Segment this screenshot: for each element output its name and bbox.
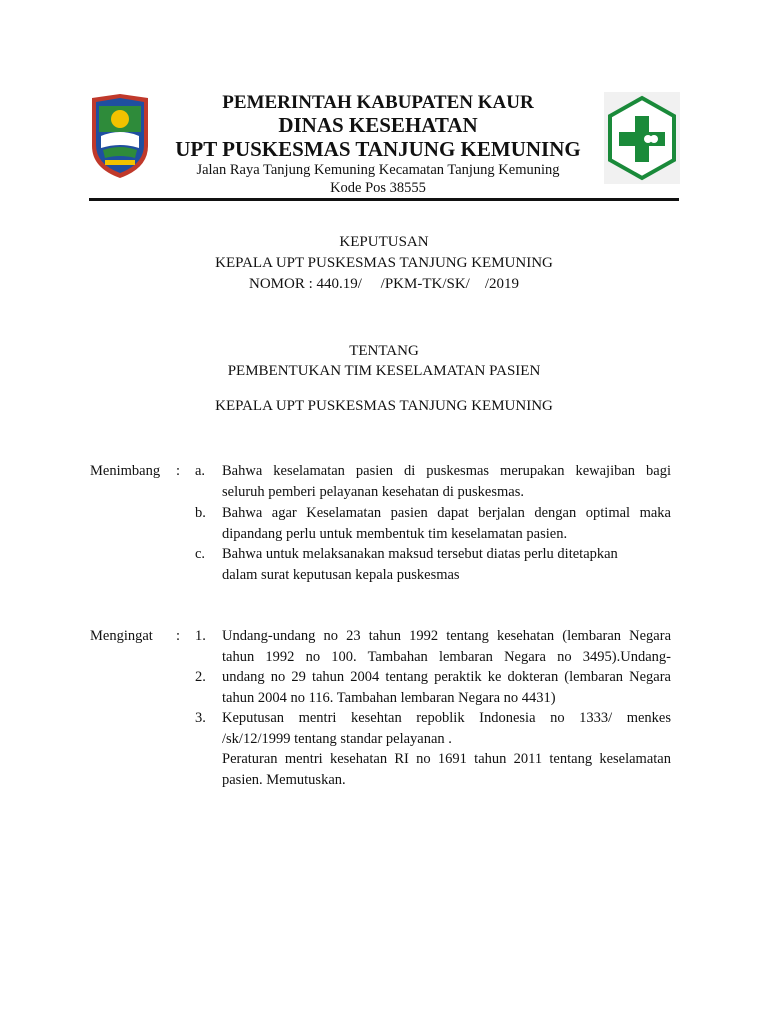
mengingat-mark-3: 3.: [195, 710, 206, 726]
mengingat-label: Mengingat: [90, 628, 153, 644]
header-department: DINAS KESEHATAN: [278, 113, 478, 137]
menimbang-mark-a: a.: [195, 463, 206, 479]
menimbang-colon: :: [176, 463, 181, 479]
header-institution: UPT PUSKESMAS TANJUNG KEMUNING: [175, 137, 581, 161]
item-line: Bahwa untuk melaksanakan maksud tersebut diatas perlu ditetapkan: [222, 546, 618, 562]
mengingat-colon: :: [176, 628, 181, 644]
menimbang-item-a: [222, 461, 671, 502]
item-line: /sk/12/1999 tentang standar pelayanan .: [222, 730, 452, 747]
item-line: tahun 1992 no 100. Tambahan lembaran Negara no 3495).Undang-: [222, 648, 671, 665]
decree-number: NOMOR : 440.19/ /PKM-TK/SK/ /2019: [248, 276, 520, 292]
decree-title: KEPUTUSAN: [339, 234, 429, 250]
mengingat-item-1: [222, 626, 671, 667]
decree-subject: PEMBENTUKAN TIM KESELAMATAN PASIEN: [227, 363, 541, 379]
item-line: Peraturan mentri kesehatan RI no 1691 tahun 2011 tentang keselamatan: [222, 751, 671, 767]
item-line: seluruh pemberi pelayanan kesehatan di puskesmas.: [222, 483, 524, 500]
menimbang-mark-b: b.: [195, 505, 206, 521]
item-line: pasien. Memutuskan.: [222, 771, 346, 788]
menimbang-mark-c: c.: [195, 546, 206, 562]
kabupaten-kaur-crest-icon: [89, 92, 151, 180]
decree-issuer-repeat: KEPALA UPT PUSKESMAS TANJUNG KEMUNING: [215, 398, 553, 414]
item-line: undang no 29 tahun 2004 tentang peraktik ke dokteran (lembaran Negara: [222, 669, 671, 685]
letterhead-divider: [89, 198, 679, 201]
header-postal-code: Kode Pos 38555: [330, 180, 426, 196]
menimbang-item-b: [222, 503, 671, 544]
menimbang-item-c: [222, 544, 671, 585]
item-line: Bahwa agar Keselamatan pasien dapat berjalan dengan optimal maka: [222, 505, 671, 521]
header-government: PEMERINTAH KABUPATEN KAUR: [222, 92, 534, 113]
mengingat-item-2: [222, 667, 671, 708]
item-line: dalam surat keputusan kepala puskesmas: [222, 566, 460, 583]
mengingat-mark-1: 1.: [195, 628, 206, 644]
menimbang-label: Menimbang: [90, 463, 161, 479]
item-line: Keputusan mentri kesehtan repoblik Indonesia no 1333/ menkes: [222, 710, 671, 726]
header-address: Jalan Raya Tanjung Kemuning Kecamatan Tanjung Kemuning: [196, 162, 560, 178]
item-line: Undang-undang no 23 tahun 1992 tentang kesehatan (lembaran Negara: [222, 628, 671, 644]
decree-about-label: TENTANG: [349, 343, 419, 359]
mengingat-item-3: [222, 708, 671, 790]
item-line: tahun 2004 no 116. Tambahan lembaran Negara no 4431): [222, 689, 556, 706]
decree-issuer: KEPALA UPT PUSKESMAS TANJUNG KEMUNING: [215, 255, 553, 271]
item-line: Bahwa keselamatan pasien di puskesmas merupakan kewajiban bagi: [222, 463, 671, 479]
puskesmas-logo-icon: [604, 92, 680, 184]
mengingat-mark-2: 2.: [195, 669, 206, 685]
item-line: dipandang perlu untuk membentuk tim keselamatan pasien.: [222, 525, 568, 542]
